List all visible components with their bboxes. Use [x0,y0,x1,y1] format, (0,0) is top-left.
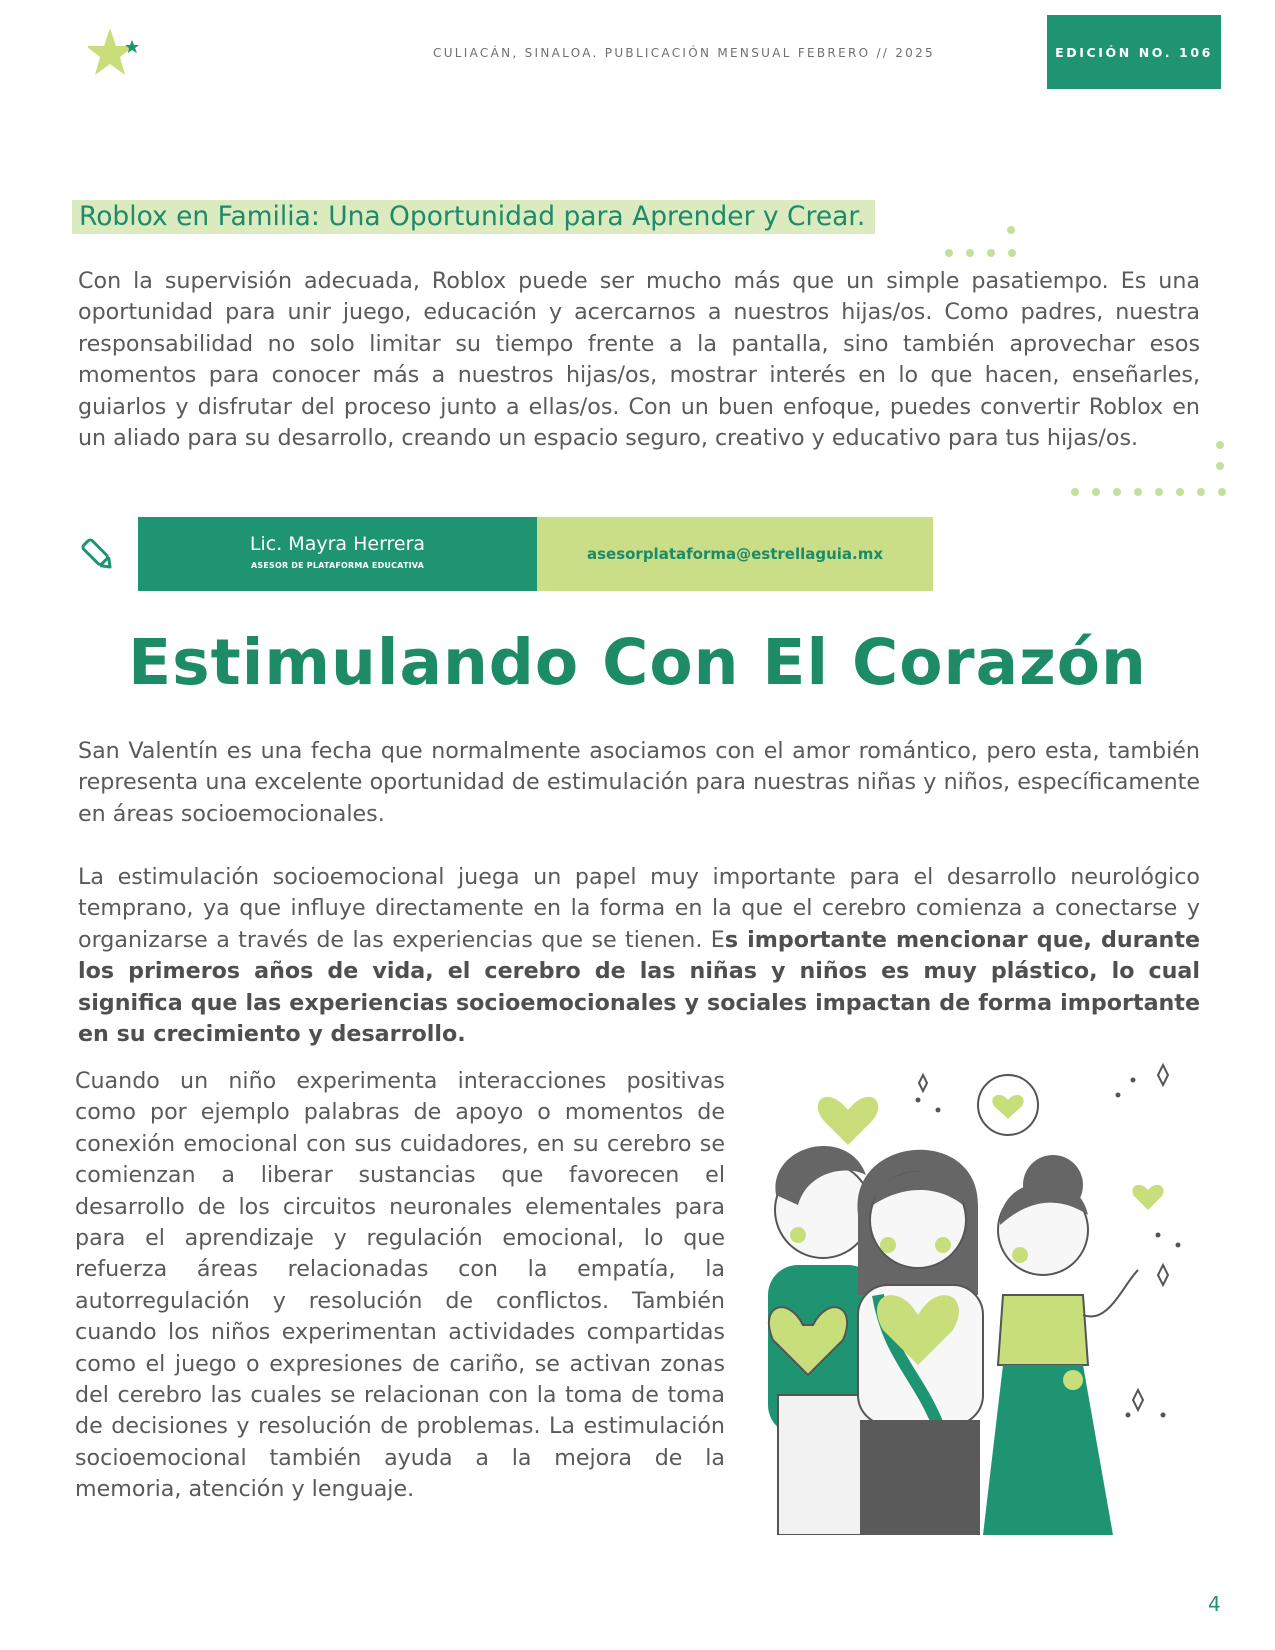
children-hearts-illustration [738,1055,1248,1535]
author-role: ASESOR DE PLATAFORMA EDUCATIVA [250,561,425,570]
edition-badge: EDICIÓN NO. 106 [1047,15,1221,89]
paragraph-bold-text: s importante mencionar que, durante los primeros años de vida, el cerebro de las niñas y niños es muy plástico, lo cual significa que las experiencias socioemocionales y sociales impactan de forma importante en su crecimiento y desarrollo. [78,926,1200,1048]
page-number: 4 [1208,1592,1221,1616]
pencil-icon [80,537,116,573]
paragraph-text: La estimulación socioemocional juega un papel muy importante para el desarrollo neurológico temprano, ya que influye directamente en la forma en la que el cerebro comienza a conectarse y organizarse a través de las experiencias que se tienen. E [78,864,1200,953]
article-heading: Estimulando Con El Corazón [128,626,1147,699]
article-paragraph-1: San Valentín es una fecha que normalmente asociamos con el amor romántico, pero esta, también representa una excelente oportunidad de estimulación para nuestras niñas y niños, específicamente en áreas socioemocionales. [78,738,1200,827]
article-body: Con la supervisión adecuada, Roblox puede ser mucho más que un simple pasatiempo. Es una oportunidad para unir juego, educación y acercarnos a nuestros hijas/os. Como padres, nuestra responsabilidad no solo limitar su tiempo frente a la pantalla, sino también aprovechar esos momentos para conocer más a nuestros hijas/os, mostrar interés en lo que hacen, enseñarles, guiarlos y disfrutar del proceso junto a ellas/os. Con un buen enfoque, puedes convertir Roblox en un aliado para su desarrollo, creando un espacio seguro, creativo y educativo para tus hijas/os. [78,268,1200,452]
author-name: Lic. Mayra Herrera [249,533,426,555]
publication-meta: CULIACÁN, SINALOA. PUBLICACIÓN MENSUAL FEBRERO // 2025 [433,46,935,60]
author-box [138,517,537,591]
article-paragraph-3: Cuando un niño experimenta interacciones positivas como por ejemplo palabras de apoyo o momentos de conexión emocional con sus cuidadores, en su cerebro se comienzan a liberar sustancias que favorecen el desarrollo de los circuitos neuronales elementales para para el aprendizaje y regulación emocional, lo que refuerza áreas relacionadas con la empatía, la autorregulación y resolución de conflictos. También cuando los niños experimentan actividades compartidas como el juego o expresiones de cariño, se activan zonas del cerebro las cuales se relacionan con la toma de toma de decisiones y resolución de problemas. La estimulación socioemocional también ayuda a la mejora de la memoria, atención y lenguaje. [75,1068,725,1503]
article-title: Roblox en Familia: Una Oportunidad para Aprender y Crear. [72,200,875,234]
article-paragraph-2 [78,862,1200,1050]
star-logo-icon [88,26,148,82]
author-email-link[interactable]: asesorplataforma@estrellaguia.mx [537,517,933,591]
